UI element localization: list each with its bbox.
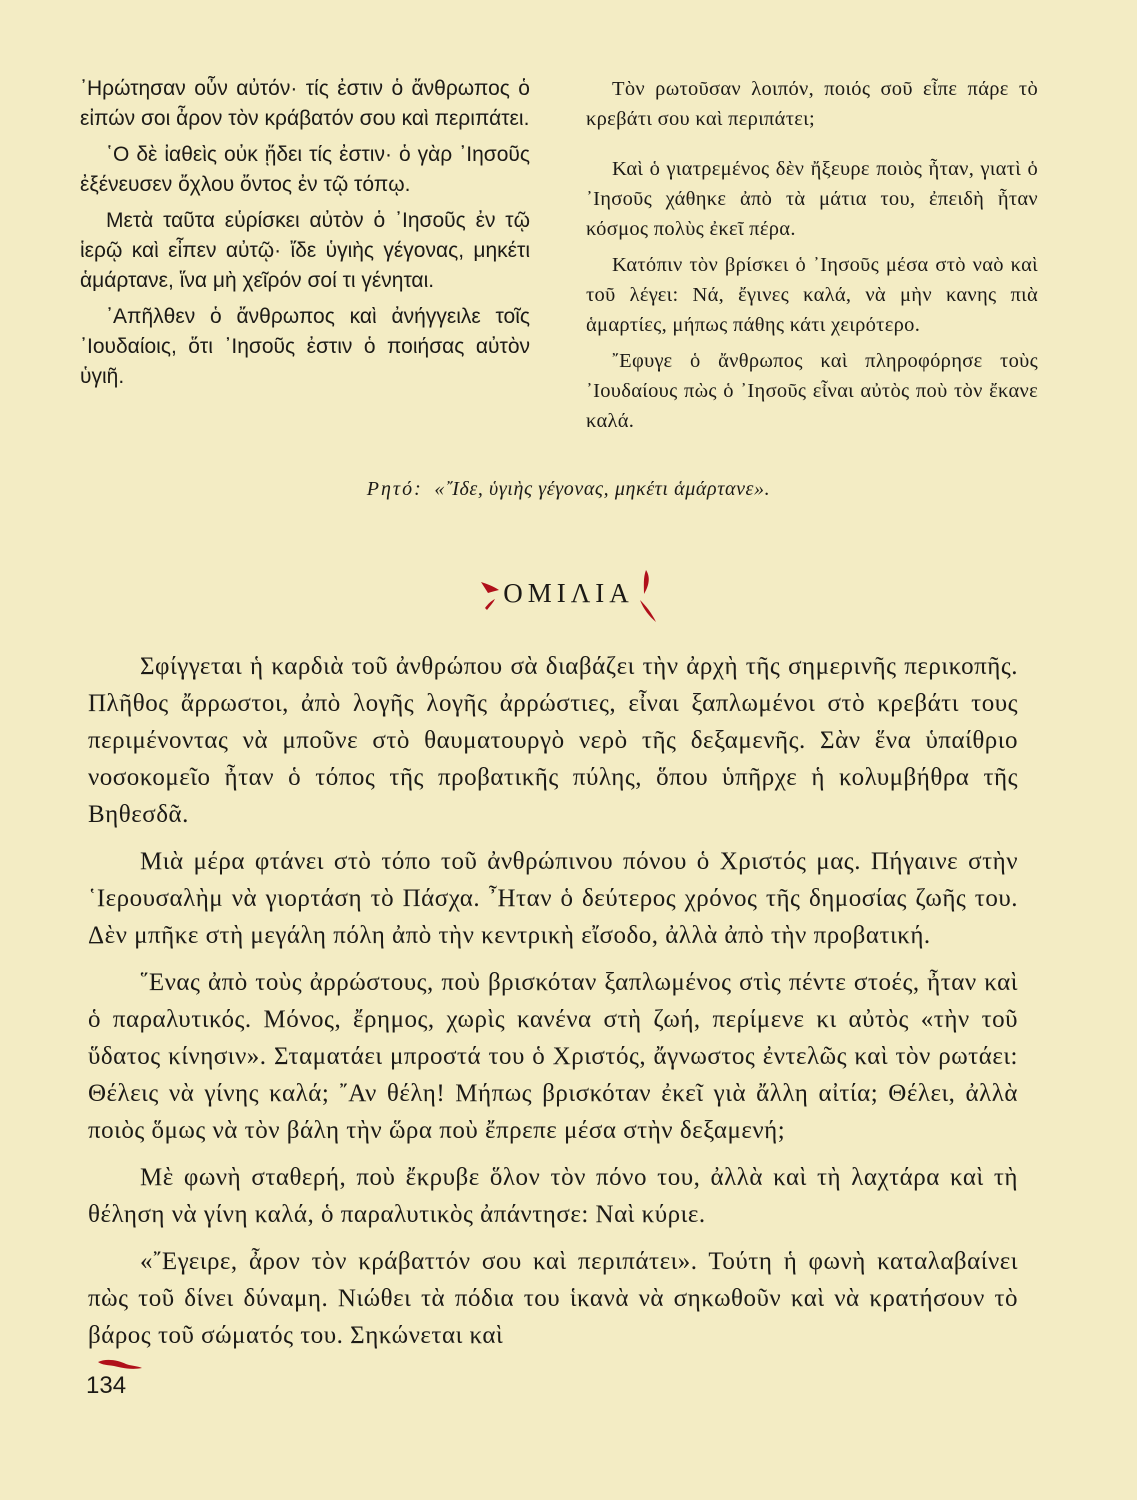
page-number: 134 <box>86 1372 127 1399</box>
right-paragraph-3: Κατόπιν τὸν βρίσκει ὁ ᾿Ιησοῦς μέσα στὸ ναὸ καὶ τοῦ λέγει: Νά, ἔγινες καλά, νὰ μὴν κανης πιὰ ἁμαρτίες, μήπως πάθης κάτι χειρότερο. <box>586 254 1038 336</box>
homily-paragraph-4: Μὲ φωνὴ σταθερή, ποὺ ἔκρυβε ὅλον τὸν πόνο του, ἀλλὰ καὶ τὴ λαχτάρα καὶ τὴ θέληση νὰ γίνη καλά, ὁ παραλυτικὸς ἀπάντησε: Ναὶ κύριε. <box>88 1164 1018 1228</box>
homily-paragraph-1: Σφίγγεται ἡ καρδιὰ τοῦ ἀνθρώπου σὰ διαβάζει τὴν ἀρχὴ τῆς σημερινῆς περικοπῆς. Πλῆθος ἄρρωστοι, ἀπὸ λογῆς λογῆς ἀρρώστιες, εἶναι ξαπλωμένοι στὸ κρεβάτι τους περιμένοντας νὰ μποῦνε στὸ θαυματουργὸ νερὸ τῆς δεξαμενῆς. Σὰν ἕνα ὑπαίθριο νοσοκομεῖο ἦταν ὁ τόπος τῆς προβατικῆς πύλης, ὅπου ὑπῆρχε ἡ κολυμβήθρα τῆς Βηθεσδᾶ. <box>88 653 1018 828</box>
quote-text: «῎Ιδε, ὑγιὴς γέγονας, μηκέτι ἁμάρτανε». <box>434 478 771 500</box>
right-paragraph-4: ῎Εφυγε ὁ ἄνθρωπος καὶ πληροφόρησε τοὺς ᾿Ιουδαίους πὼς ὁ ᾿Ιησοῦς εἶναι αὐτὸς ποὺ τὸν ἔκανε καλά. <box>586 350 1038 432</box>
right-paragraph-1: Τὸν ρωτοῦσαν λοιπόν, ποιός σοῦ εἶπε πάρε τὸ κρεβάτι σου καὶ περιπάτει; <box>586 78 1038 130</box>
ancient-greek-column <box>80 74 530 398</box>
left-paragraph-3: Μετὰ ταῦτα εὑρίσκει αὐτὸν ὁ ᾿Ιησοῦς ἐν τῷ ἱερῷ καὶ εἶπεν αὐτῷ· ἴδε ὑγιὴς γέγονας, μηκέτι ἁμάρτανε, ἵνα μὴ χεῖρόν σοί τι γένηται. <box>80 209 530 292</box>
homily-paragraph-2: Μιὰ μέρα φτάνει στὸ τόπο τοῦ ἀνθρώπινου πόνου ὁ Χριστός μας. Πήγαινε στὴν ῾Ιερουσαλὴμ νὰ γιορτάση τὸ Πάσχα. ῏Ηταν ὁ δεύτερος χρόνος τῆς δημοσίας ζωῆς του. Δὲν μπῆκε στὴ μεγάλη πόλη ἀπὸ τὴν κεντρικὴ εἴσοδο, ἀλλὰ ἀπὸ τὴν προβατική. <box>88 848 1018 949</box>
red-ornament-right-icon <box>636 568 662 626</box>
homily-paragraph-5: «῎Εγειρε, ἆρον τὸν κράβαττόν σου καὶ περιπάτει». Τούτη ἡ φωνὴ καταλαβαίνει πὼς τοῦ δίνει δύναμη. Νιώθει τὰ πόδια του ἱκανὰ νὰ σηκωθοῦν καὶ νὰ κρατήσουν τὸ βάρος τοῦ σώματός του. Σηκώνεται καὶ <box>88 1248 1018 1349</box>
homily-paragraph-3: ῞Ενας ἀπὸ τοὺς ἀρρώστους, ποὺ βρισκόταν ξαπλωμένος στὶς πέντε στοές, ἦταν καὶ ὁ παραλυτικός. Μόνος, ἔρημος, χωρὶς κανένα στὴ ζωή, περίμενε κι αὐτὸς «τὴν τοῦ ὕδατος κίνησιν». Σταματάει μπροστά του ὁ Χριστός, ἄγνωστος ἐντελῶς καὶ τὸν ρωτάει: Θέλεις νὰ γίνης καλά; ῎Αν θέλη! Μήπως βρισκόταν ἐκεῖ γιὰ ἄλλη αἰτία; Θέλει, ἀλλὰ ποιὸς ὅμως νὰ τὸν βάλη τὴν ὥρα ποὺ ἔπρεπε μέσα στὴν δεξαμενή; <box>88 969 1018 1144</box>
translation-column <box>586 74 1038 442</box>
homily-text <box>88 648 1018 1364</box>
section-title-wrap <box>489 578 648 609</box>
section-title: ΟΜΙΛΙΑ <box>503 578 634 608</box>
left-paragraph-1: ᾿Ηρώτησαν οὖν αὐτόν· τίς ἐστιν ὁ ἄνθρωπος ὁ εἰπών σοι ἆρον τὸν κράβατόν σου καὶ περιπάτει. <box>80 77 530 130</box>
key-quote <box>0 478 1137 501</box>
right-paragraph-2: Καὶ ὁ γιατρεμένος δὲν ἤξευρε ποιὸς ἦταν, γιατὶ ὁ ᾿Ιησοῦς χάθηκε ἀπὸ τὰ μάτια του, ἐπειδὴ ἦταν κόσμος πολὺς ἐκεῖ πέρα. <box>586 158 1038 240</box>
left-paragraph-2: ῾Ο δὲ ἰαθεὶς οὐκ ᾔδει τίς ἐστιν· ὁ γὰρ ᾿Ιησοῦς ἐξένευσεν ὄχλου ὄντος ἐν τῷ τόπῳ. <box>80 143 530 196</box>
left-paragraph-4: ᾿Απῆλθεν ὁ ἄνθρωπος καὶ ἀνήγγειλε τοῖς ᾿Ιουδαίοις, ὅτι ᾿Ιησοῦς ἐστιν ὁ ποιήσας αὐτὸν ὑγιῆ. <box>80 305 530 388</box>
quote-label: Ρητό: <box>366 478 423 500</box>
red-mark-icon <box>96 1356 144 1372</box>
section-heading <box>0 578 1137 609</box>
red-ornament-left-icon <box>479 578 505 612</box>
